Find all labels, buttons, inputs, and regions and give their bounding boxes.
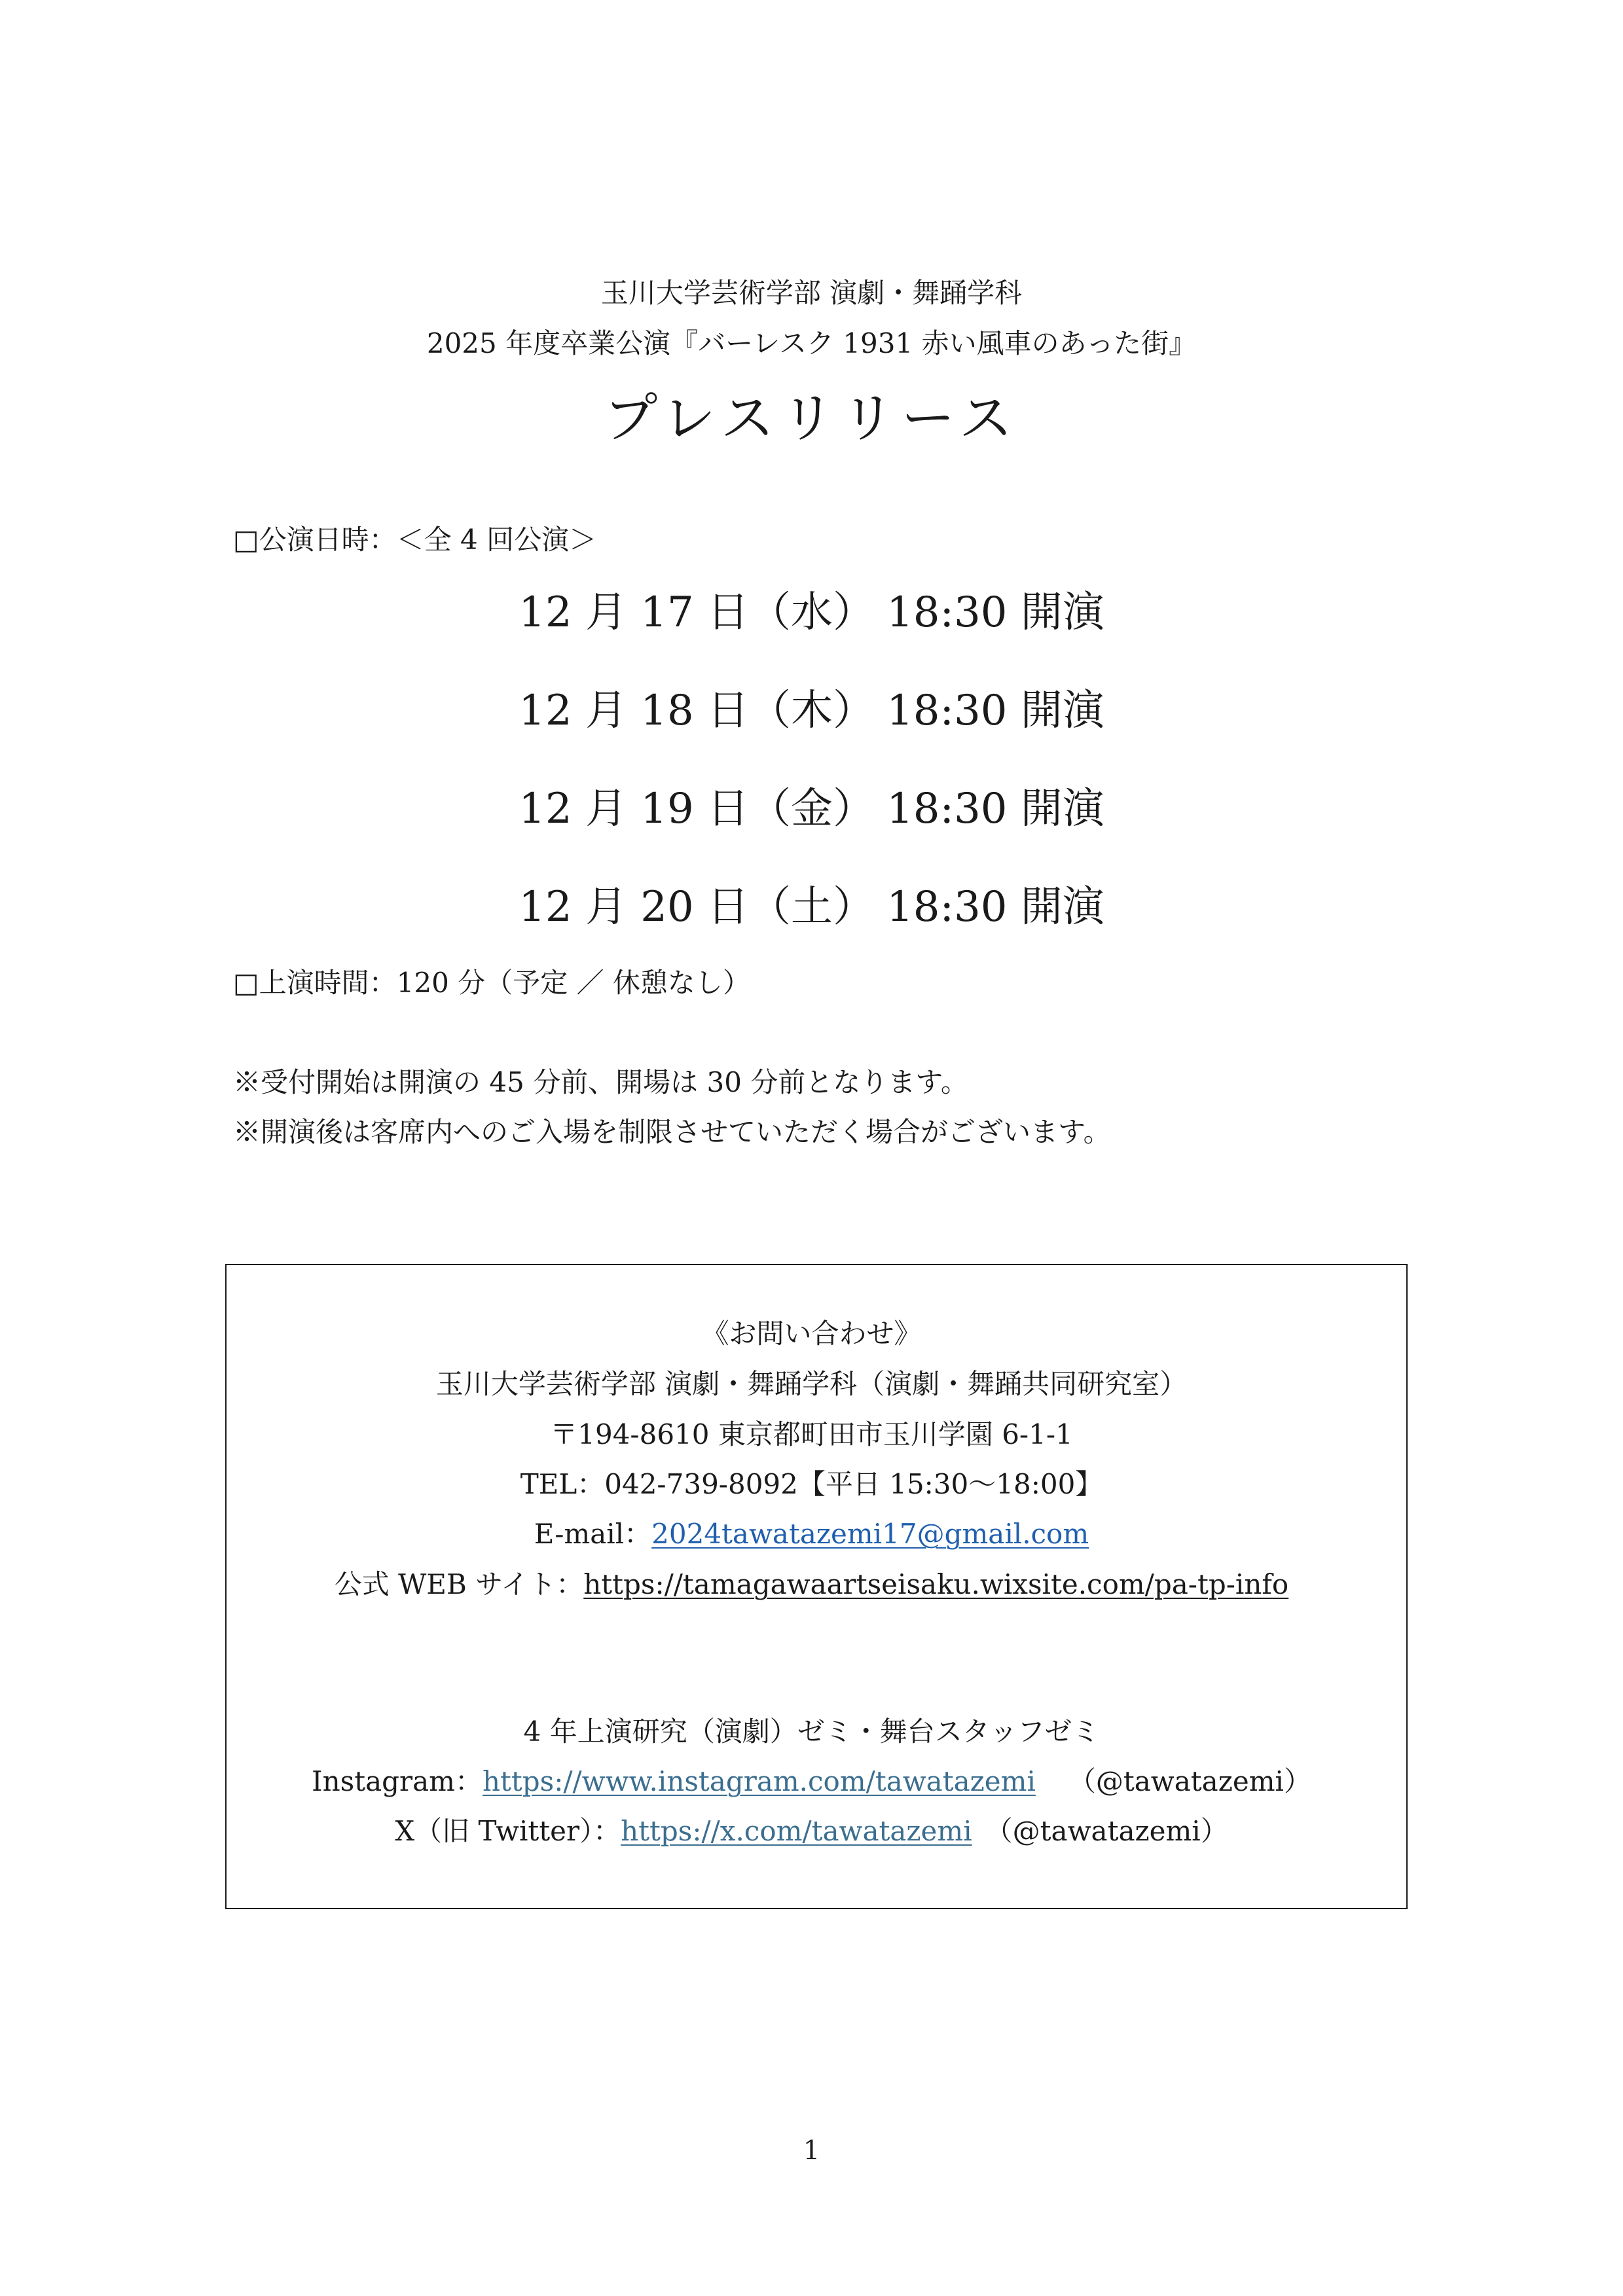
performance-time: 18:30 開演 [886,883,1104,931]
contact-address: 〒194-8610 東京都町田市玉川学園 6-1-1 [550,1418,1073,1450]
schedule-label: □公演日時：＜全 4 回公演＞ [233,524,597,556]
contact-web-line [0,1566,1623,1603]
contact-dept: 玉川大学芸術学部 演劇・舞踊学科（演劇・舞踊共同研究室） [435,1368,1188,1400]
performance-time: 18:30 開演 [886,785,1104,833]
header-production: 2025 年度卒業公演『バーレスク 1931 赤い風車のあった街』 [426,327,1197,359]
performance-item [0,781,1623,836]
x-handle: （@tawatazemi） [985,1815,1228,1847]
page-number: 1 [803,2136,820,2166]
header-org: 玉川大学芸術学部 演劇・舞踊学科 [600,277,1023,309]
performance-time: 18:30 開演 [886,588,1104,637]
note-reception: ※受付開始は開演の 45 分前、開場は 30 分前となります。 [233,1066,968,1098]
performance-item [0,585,1623,640]
email-label: E-mail： [534,1518,652,1550]
x-label: X（旧 Twitter）： [395,1815,621,1847]
instagram-label: Instagram： [312,1765,483,1797]
instagram-line [0,1763,1623,1800]
performance-item [0,683,1623,738]
contact-heading: 《お問い合わせ》 [701,1318,922,1350]
contact-tel: TEL：042-739-8092【平日 15:30〜18:00】 [520,1468,1103,1500]
x-link[interactable]: https://x.com/tawatazemi [621,1815,972,1847]
seminar-name: 4 年上演研究（演劇）ゼミ・舞台スタッフゼミ [523,1715,1100,1748]
performance-date: 12 月 19 日（金） [519,785,875,833]
performance-item [0,880,1623,935]
instagram-link[interactable]: https://www.instagram.com/tawatazemi [482,1765,1036,1797]
note-late-entry: ※開演後は客席内へのご入場を制限させていただく場合がございます。 [233,1116,1111,1148]
email-link[interactable]: 2024tawatazemi17@gmail.com [651,1518,1089,1550]
performance-time: 18:30 開演 [886,687,1104,735]
page-title: プレスリリース [604,387,1019,450]
performance-date: 12 月 18 日（木） [519,687,875,735]
web-link[interactable]: https://tamagawaartseisaku.wixsite.com/pa-tp-info [583,1568,1289,1600]
instagram-handle: （@tawatazemi） [1068,1765,1311,1797]
performance-date: 12 月 17 日（水） [519,588,875,637]
contact-email-line [0,1516,1623,1552]
web-label: 公式 WEB サイト： [334,1568,584,1600]
performance-date: 12 月 20 日（土） [519,883,875,931]
duration-label: □上演時間：120 分（予定 ／ 休憩なし） [233,967,750,999]
x-line [0,1813,1623,1850]
